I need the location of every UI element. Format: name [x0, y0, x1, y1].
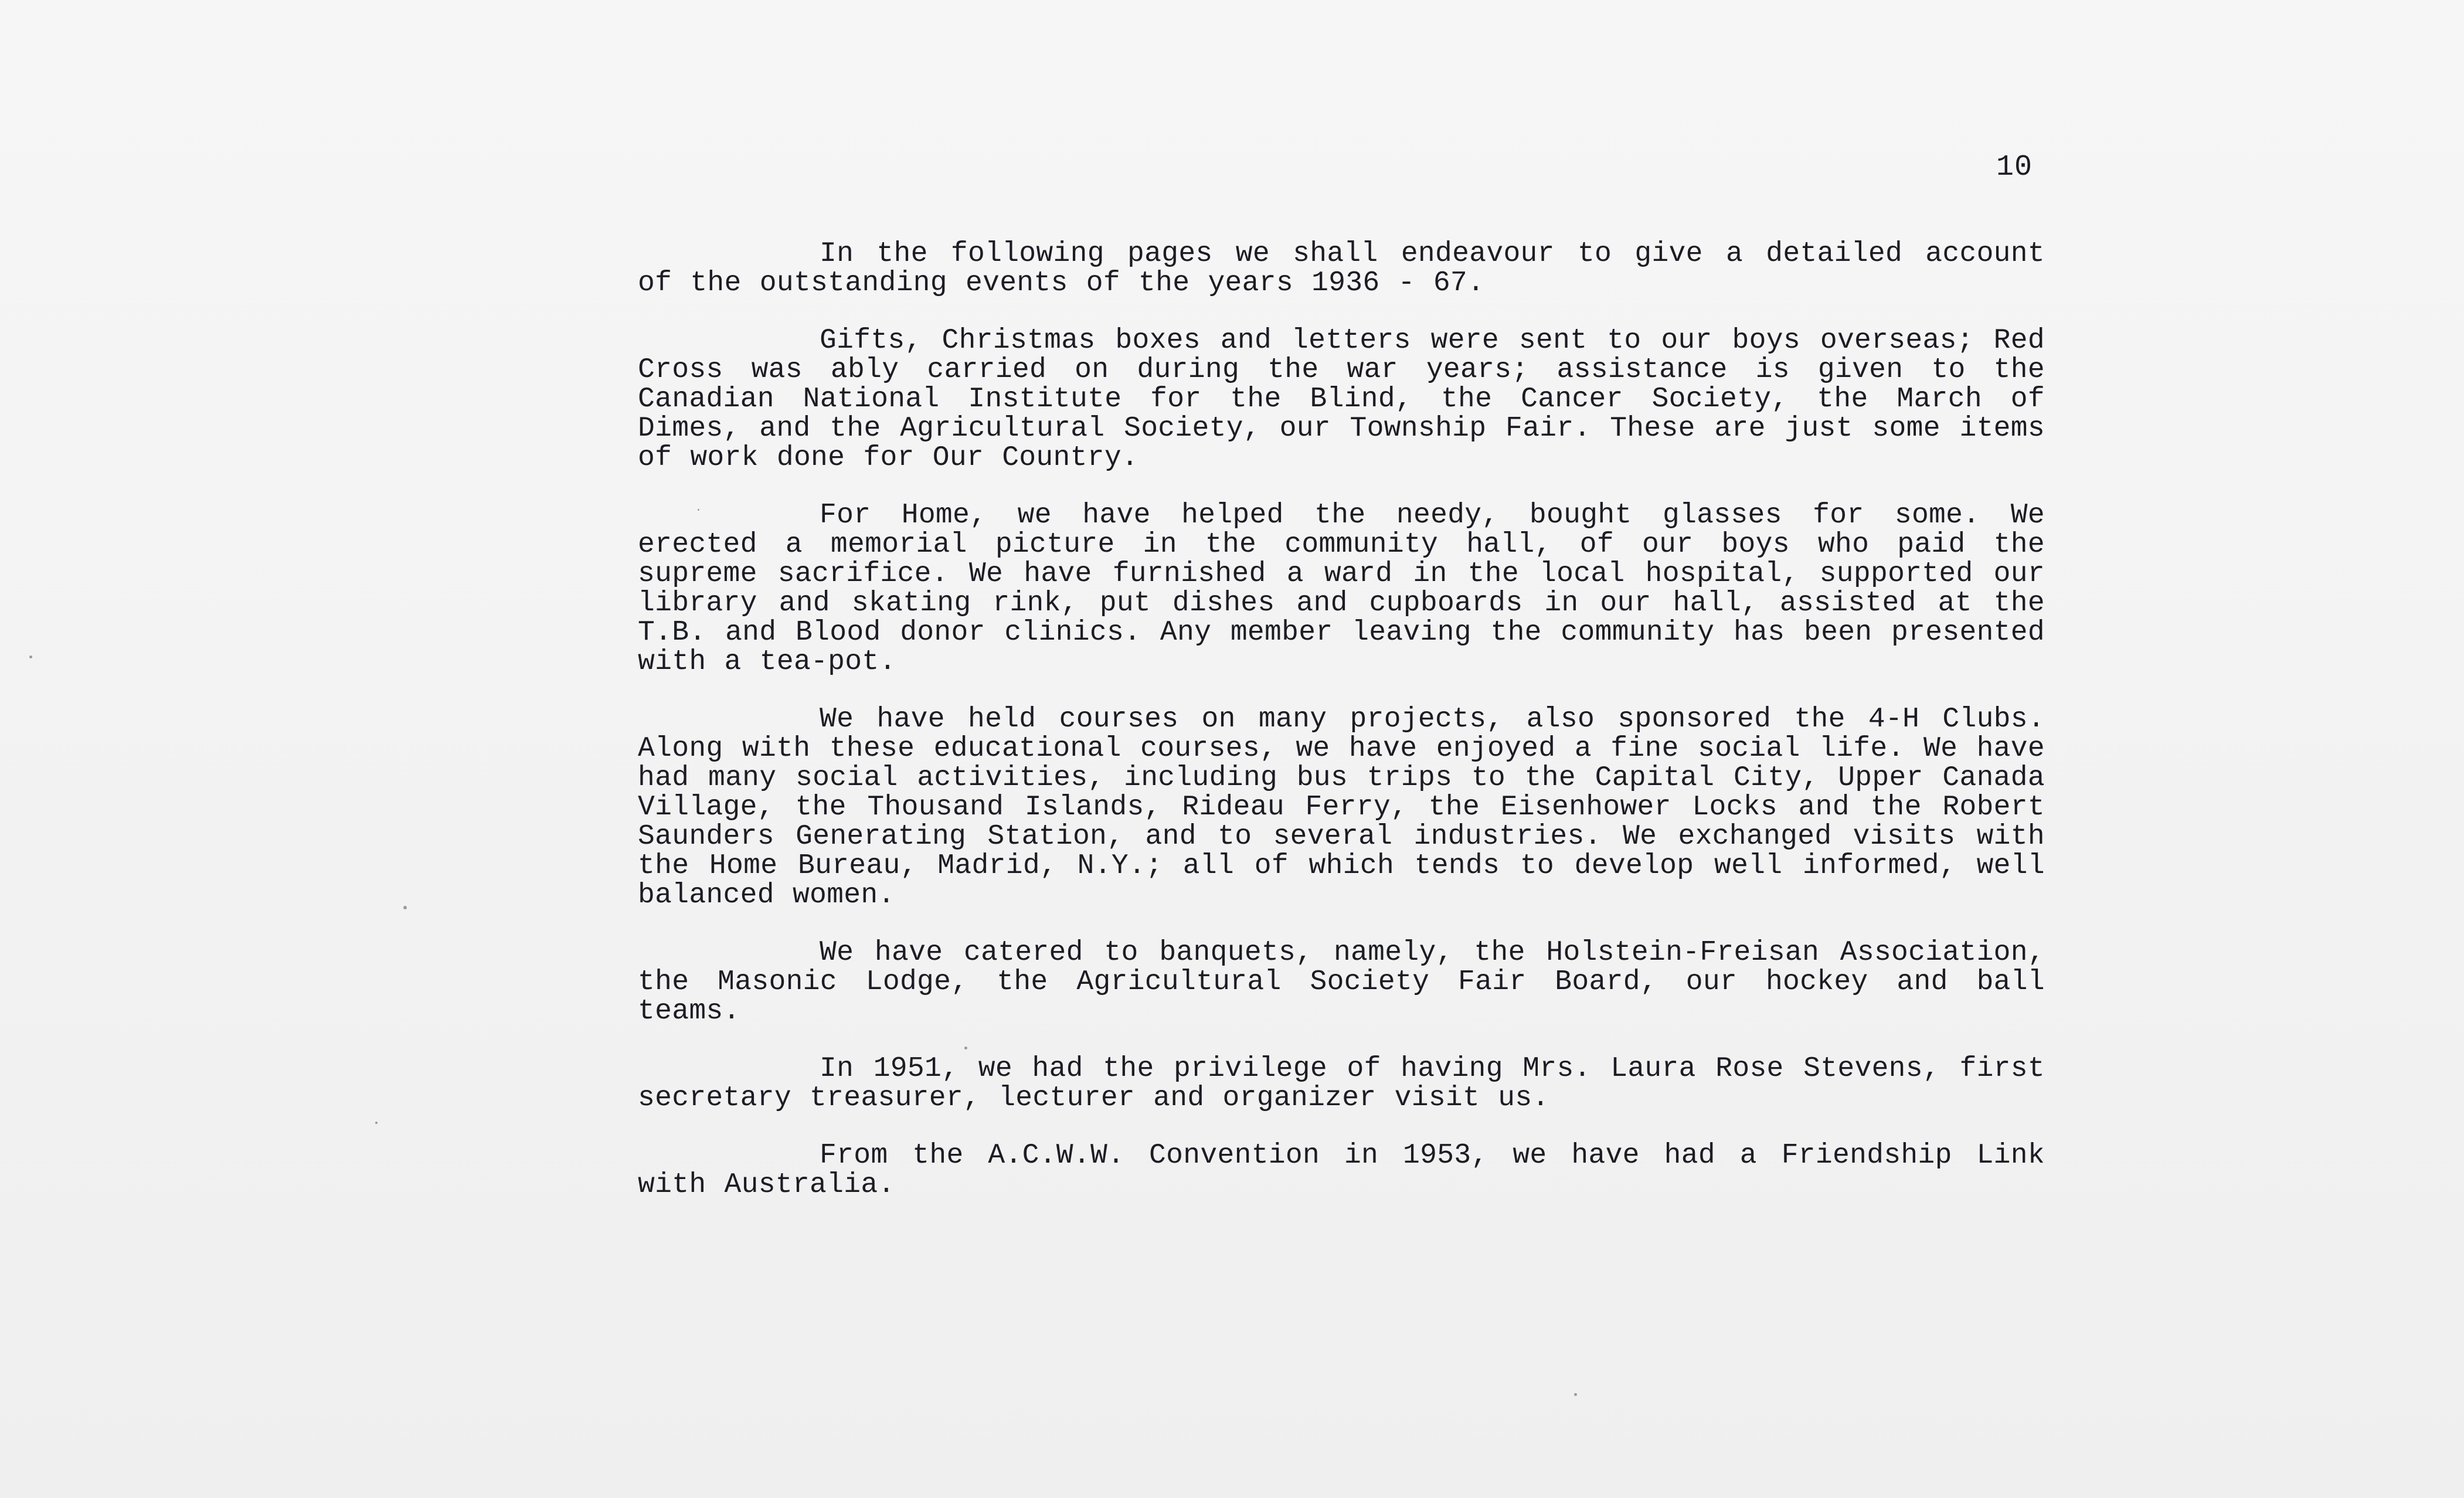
paragraph-home: For Home, we have helped the needy, bought glasses for some. We erected a memorial picture in the community hall, of our boys who paid the supreme sacrifice. We have furnished a ward in the local hospital, supported our library and skating rink, put dishes and cupboards in our hall, assisted at the T.B. and Blood donor clinics. Any member leaving the community has been presented with a tea-pot.	[638, 500, 2045, 678]
paragraph-country: Gifts, Christmas boxes and letters were sent to our boys overseas; Red Cross was ably carried on during the war years; assistance is given to the Canadian National Institute for the Blind, the Cancer Society, the March of Dimes, and the Agricultural Society, our Township Fair. These are just some items of work done for Our Country.	[638, 325, 2045, 474]
paragraph-banquets: We have catered to banquets, namely, the Holstein-Freisan Association, the Masonic Lodge, the Agricultural Society Fair Board, our hockey and ball teams.	[638, 937, 2045, 1027]
paragraph-courses: We have held courses on many projects, also sponsored the 4-H Clubs. Along with these educational courses, we have enjoyed a fine social life. We have had many social activities, including bus trips to the Capital City, Upper Canada Village, the Thousand Islands, Rideau Ferry, the Eisenhower Locks and the Robert Saunders Generating Station, and to several industries. We exchanged visits with the Home Bureau, Madrid, N.Y.; all of which tends to develop well informed, well balanced women.	[638, 704, 2045, 911]
page-number: 10	[1996, 151, 2033, 184]
paper-speck	[1574, 1393, 1577, 1396]
paragraph-intro: In the following pages we shall endeavour to give a detailed account of the outstanding events of the years 1936 - 67.	[638, 238, 2045, 299]
paper-speck	[375, 1122, 378, 1124]
document-body	[638, 239, 2045, 1200]
paper-speck	[698, 509, 699, 511]
paper-speck	[964, 1047, 967, 1049]
paper-speck	[29, 655, 32, 658]
paragraph-visit: In 1951, we had the privilege of having Mrs. Laura Rose Stevens, first secretary treasurer, lecturer and organizer visit us.	[638, 1053, 2045, 1114]
paper-speck	[403, 906, 407, 909]
paragraph-friendship-link: From the A.C.W.W. Convention in 1953, we have had a Friendship Link with Australia.	[638, 1140, 2045, 1201]
